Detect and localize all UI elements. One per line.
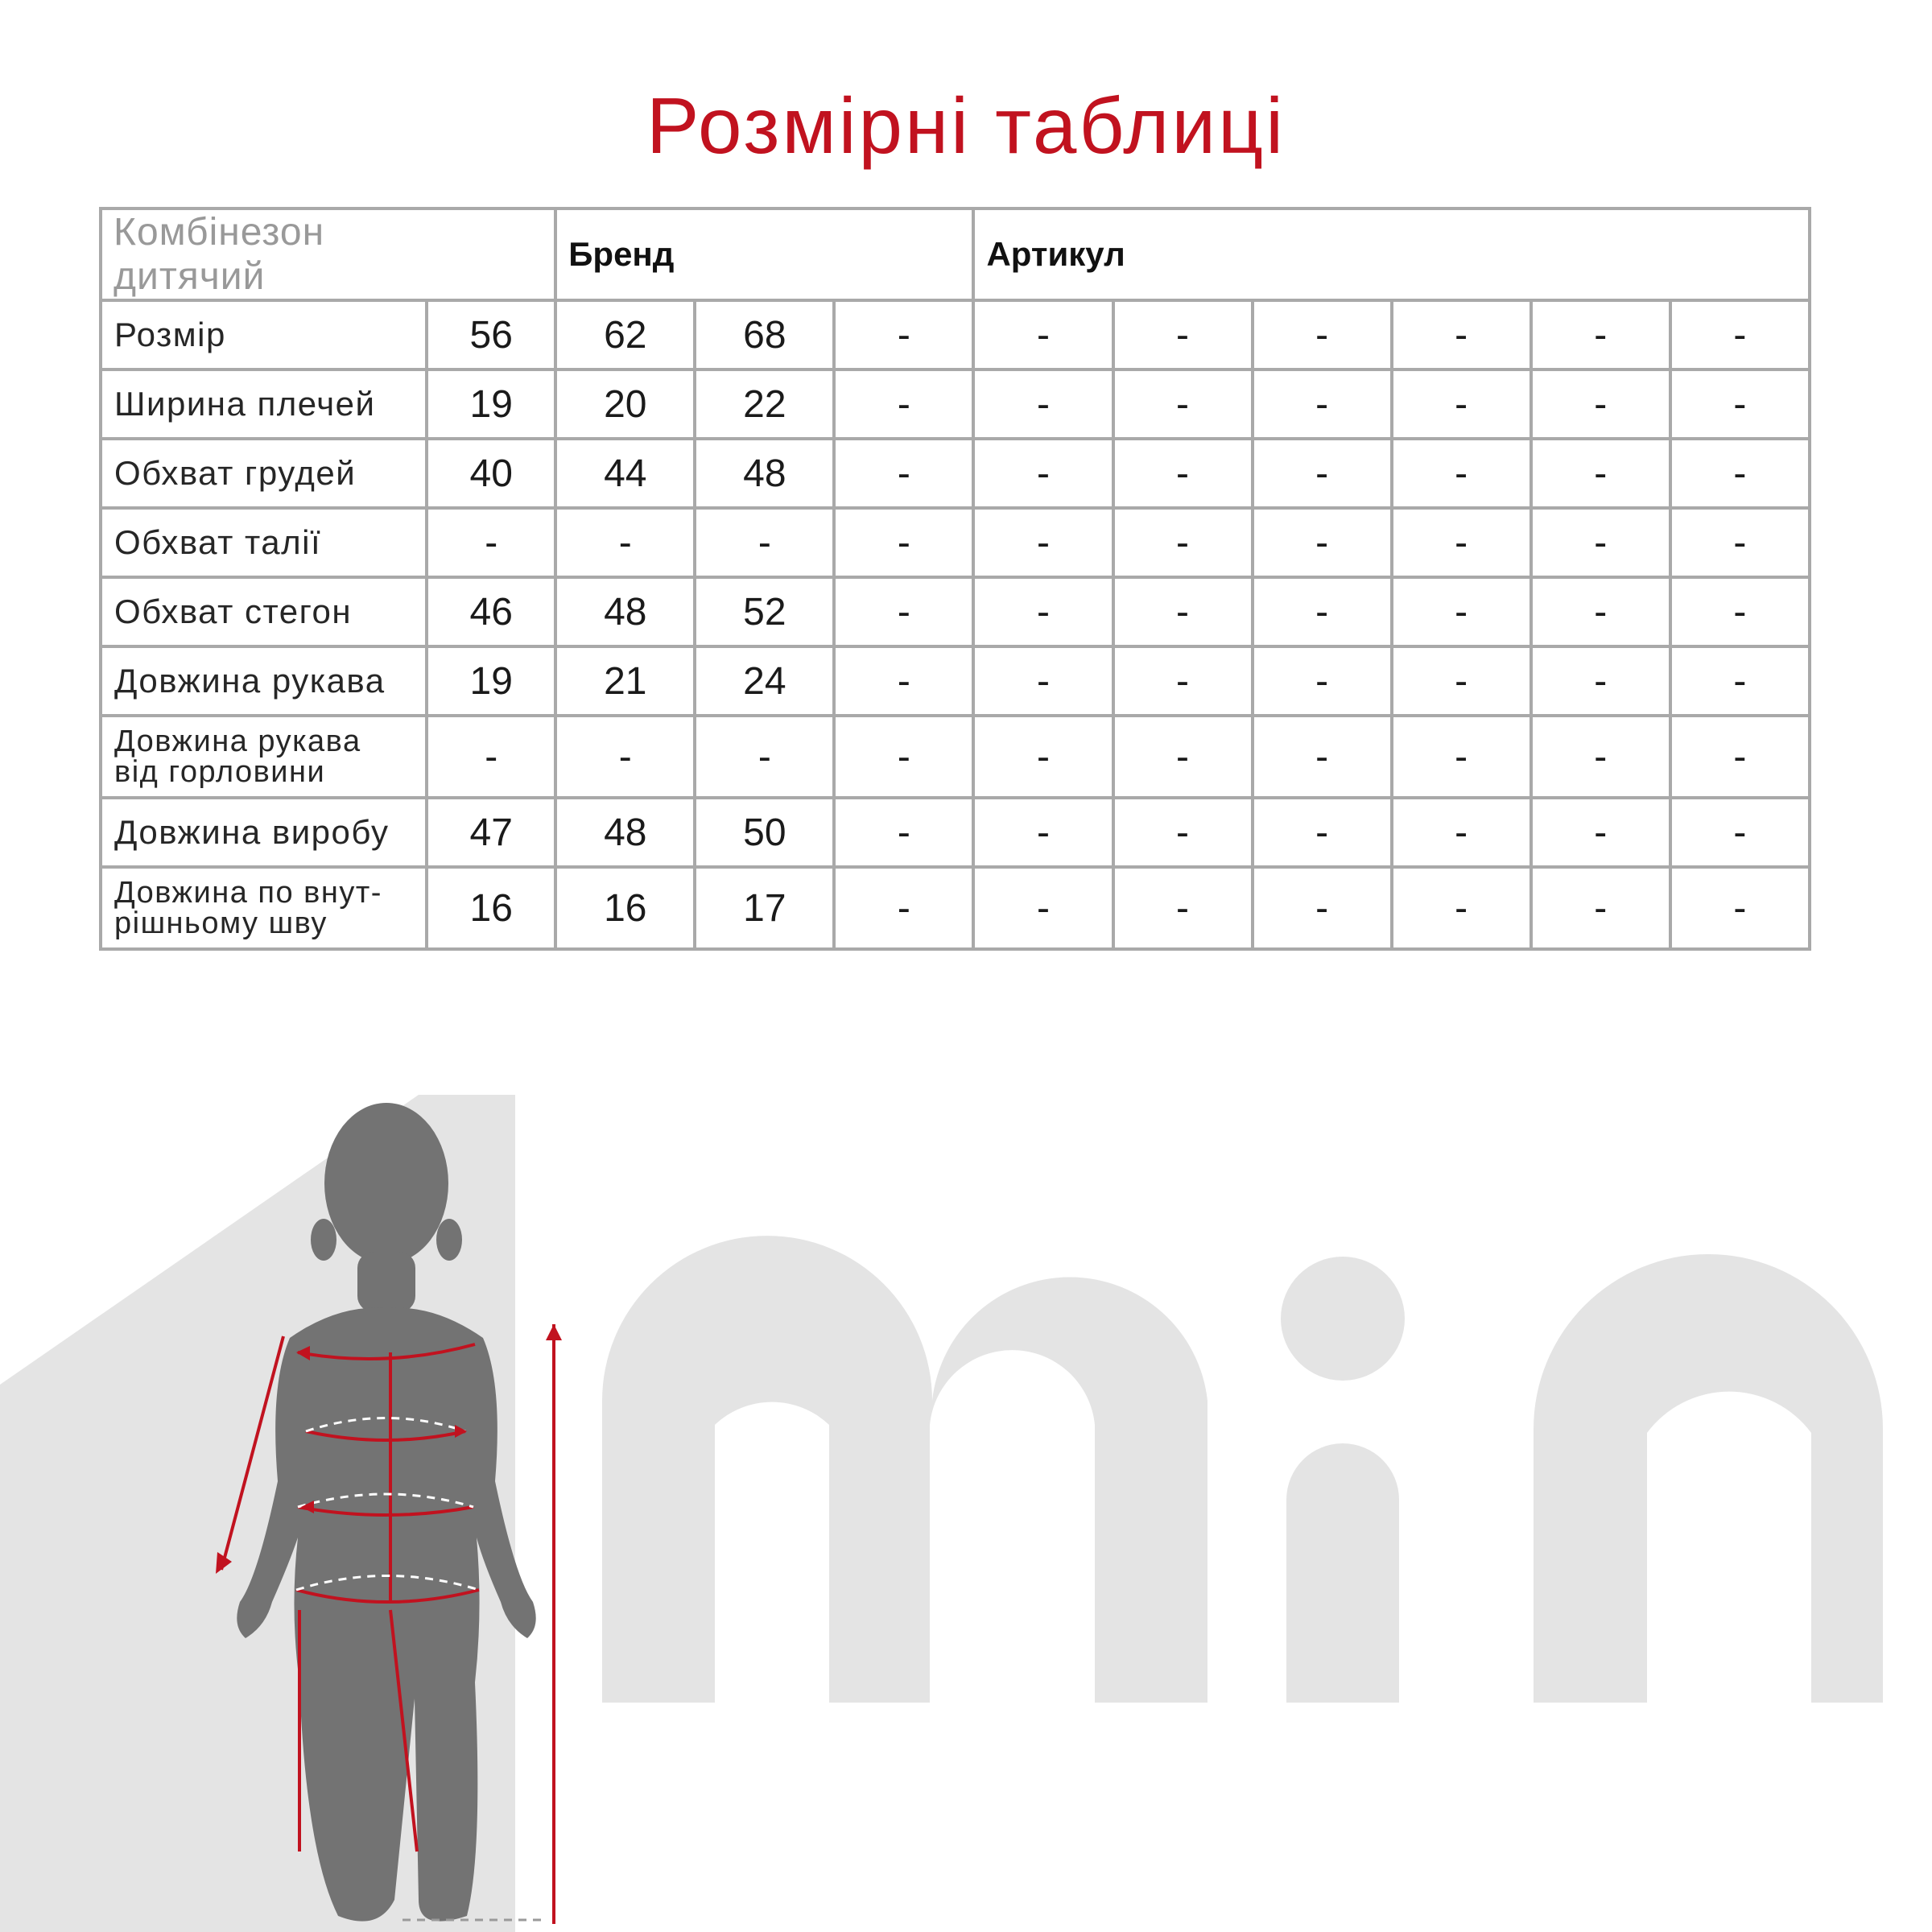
table-cell: -	[427, 508, 555, 577]
table-cell: -	[1253, 300, 1392, 369]
table-cell: -	[1392, 369, 1531, 439]
table-cell: -	[1253, 439, 1392, 508]
row-label: Обхват стегон	[101, 577, 427, 646]
table-row	[101, 369, 1810, 439]
table-cell: 16	[555, 867, 695, 949]
table-cell: 22	[695, 369, 834, 439]
page-title: Розмірні таблиці	[646, 81, 1286, 170]
table-cell: -	[1670, 439, 1810, 508]
row-label-line: Довжина рукава	[114, 724, 361, 758]
table-cell: -	[1531, 646, 1670, 716]
row-label: Розмір	[101, 300, 427, 369]
table-cell: 20	[555, 369, 695, 439]
table-cell: -	[973, 439, 1113, 508]
table-cell: -	[1531, 798, 1670, 867]
table-cell: -	[1392, 439, 1531, 508]
table-cell: -	[1531, 716, 1670, 798]
row-label: Довжина виробу	[101, 798, 427, 867]
product-name: Комбінезон дитячий	[101, 208, 427, 300]
table-cell: -	[1253, 798, 1392, 867]
table-cell: 52	[695, 577, 834, 646]
table-cell: -	[695, 508, 834, 577]
table-cell: -	[555, 716, 695, 798]
table-cell: -	[1253, 716, 1392, 798]
row-label: Обхват грудей	[101, 439, 427, 508]
table-cell: -	[1253, 867, 1392, 949]
table-cell: 19	[427, 646, 555, 716]
table-cell: 21	[555, 646, 695, 716]
table-cell: 44	[555, 439, 695, 508]
table-cell: 48	[555, 798, 695, 867]
table-cell: -	[973, 646, 1113, 716]
table-cell: -	[1113, 300, 1253, 369]
table-cell: -	[1670, 577, 1810, 646]
table-row	[101, 798, 1810, 867]
background-art	[0, 1046, 1932, 1932]
table-cell: -	[973, 577, 1113, 646]
table-cell: 68	[695, 300, 834, 369]
table-cell: -	[695, 716, 834, 798]
row-label: Ширина плечей	[101, 369, 427, 439]
row-label: Довжина рукава	[101, 646, 427, 716]
table-cell: 19	[427, 369, 555, 439]
table-row	[101, 646, 1810, 716]
table-cell: -	[973, 798, 1113, 867]
table-cell: -	[1113, 369, 1253, 439]
brand-header: Бренд	[555, 208, 973, 300]
table-cell: 56	[427, 300, 555, 369]
table-row	[101, 508, 1810, 577]
table-cell: 47	[427, 798, 555, 867]
table-cell: -	[1531, 439, 1670, 508]
table-cell: -	[973, 508, 1113, 577]
table-cell: 48	[555, 577, 695, 646]
table-cell: -	[1392, 577, 1531, 646]
row-label: Обхват талії	[101, 508, 427, 577]
table-cell: -	[834, 577, 973, 646]
table-cell: -	[973, 300, 1113, 369]
table-row	[101, 439, 1810, 508]
row-label	[101, 867, 427, 949]
row-label-line: Довжина по внут-	[114, 876, 382, 910]
table-cell: 16	[427, 867, 555, 949]
table-cell: -	[834, 867, 973, 949]
table-cell: -	[1253, 646, 1392, 716]
table-cell: 50	[695, 798, 834, 867]
table-cell: 46	[427, 577, 555, 646]
row-label-line: рішньому шву	[114, 906, 328, 940]
table-cell: -	[1113, 646, 1253, 716]
table-cell: 40	[427, 439, 555, 508]
table-cell: -	[1392, 798, 1531, 867]
table-cell: -	[1113, 716, 1253, 798]
table-cell: -	[1113, 439, 1253, 508]
table-cell: -	[1531, 369, 1670, 439]
table-cell: -	[1392, 300, 1531, 369]
table-cell: -	[1670, 867, 1810, 949]
table-cell: -	[973, 369, 1113, 439]
table-cell: -	[1670, 508, 1810, 577]
table-cell: -	[1253, 508, 1392, 577]
table-cell: -	[1113, 798, 1253, 867]
table-cell: -	[1531, 867, 1670, 949]
row-label	[101, 716, 427, 798]
table-cell: -	[1392, 716, 1531, 798]
table-cell: -	[1531, 577, 1670, 646]
table-row	[101, 867, 1810, 949]
table-cell: -	[973, 716, 1113, 798]
table-cell: -	[973, 867, 1113, 949]
table-cell: -	[1670, 716, 1810, 798]
table-cell: -	[834, 646, 973, 716]
table-cell: 48	[695, 439, 834, 508]
table-cell: -	[834, 439, 973, 508]
min-logo-watermark	[602, 1236, 1883, 1703]
table-cell: -	[834, 508, 973, 577]
table-cell: -	[1531, 508, 1670, 577]
table-cell: 62	[555, 300, 695, 369]
table-cell: -	[1670, 798, 1810, 867]
row-label-line: від горловини	[114, 755, 326, 789]
table-cell: -	[1113, 508, 1253, 577]
table-cell: -	[834, 798, 973, 867]
table-cell: -	[834, 300, 973, 369]
table-cell: 24	[695, 646, 834, 716]
table-cell: -	[555, 508, 695, 577]
table-cell: -	[834, 716, 973, 798]
table-cell: -	[1253, 369, 1392, 439]
table-header-row	[101, 208, 1810, 300]
table-cell: -	[1531, 300, 1670, 369]
table-cell: -	[1670, 369, 1810, 439]
table-cell: -	[1253, 577, 1392, 646]
table-cell: -	[1670, 300, 1810, 369]
table-cell: -	[1392, 867, 1531, 949]
size-table	[99, 207, 1811, 951]
table-row	[101, 577, 1810, 646]
table-cell: 17	[695, 867, 834, 949]
table-cell: -	[1392, 646, 1531, 716]
article-header: Артикул	[973, 208, 1810, 300]
table-cell: -	[1392, 508, 1531, 577]
table-cell: -	[834, 369, 973, 439]
table-cell: -	[1670, 646, 1810, 716]
table-row	[101, 300, 1810, 369]
table-cell: -	[427, 716, 555, 798]
table-row	[101, 716, 1810, 798]
table-cell: -	[1113, 867, 1253, 949]
table-cell: -	[1113, 577, 1253, 646]
product-name-spacer	[427, 208, 555, 300]
